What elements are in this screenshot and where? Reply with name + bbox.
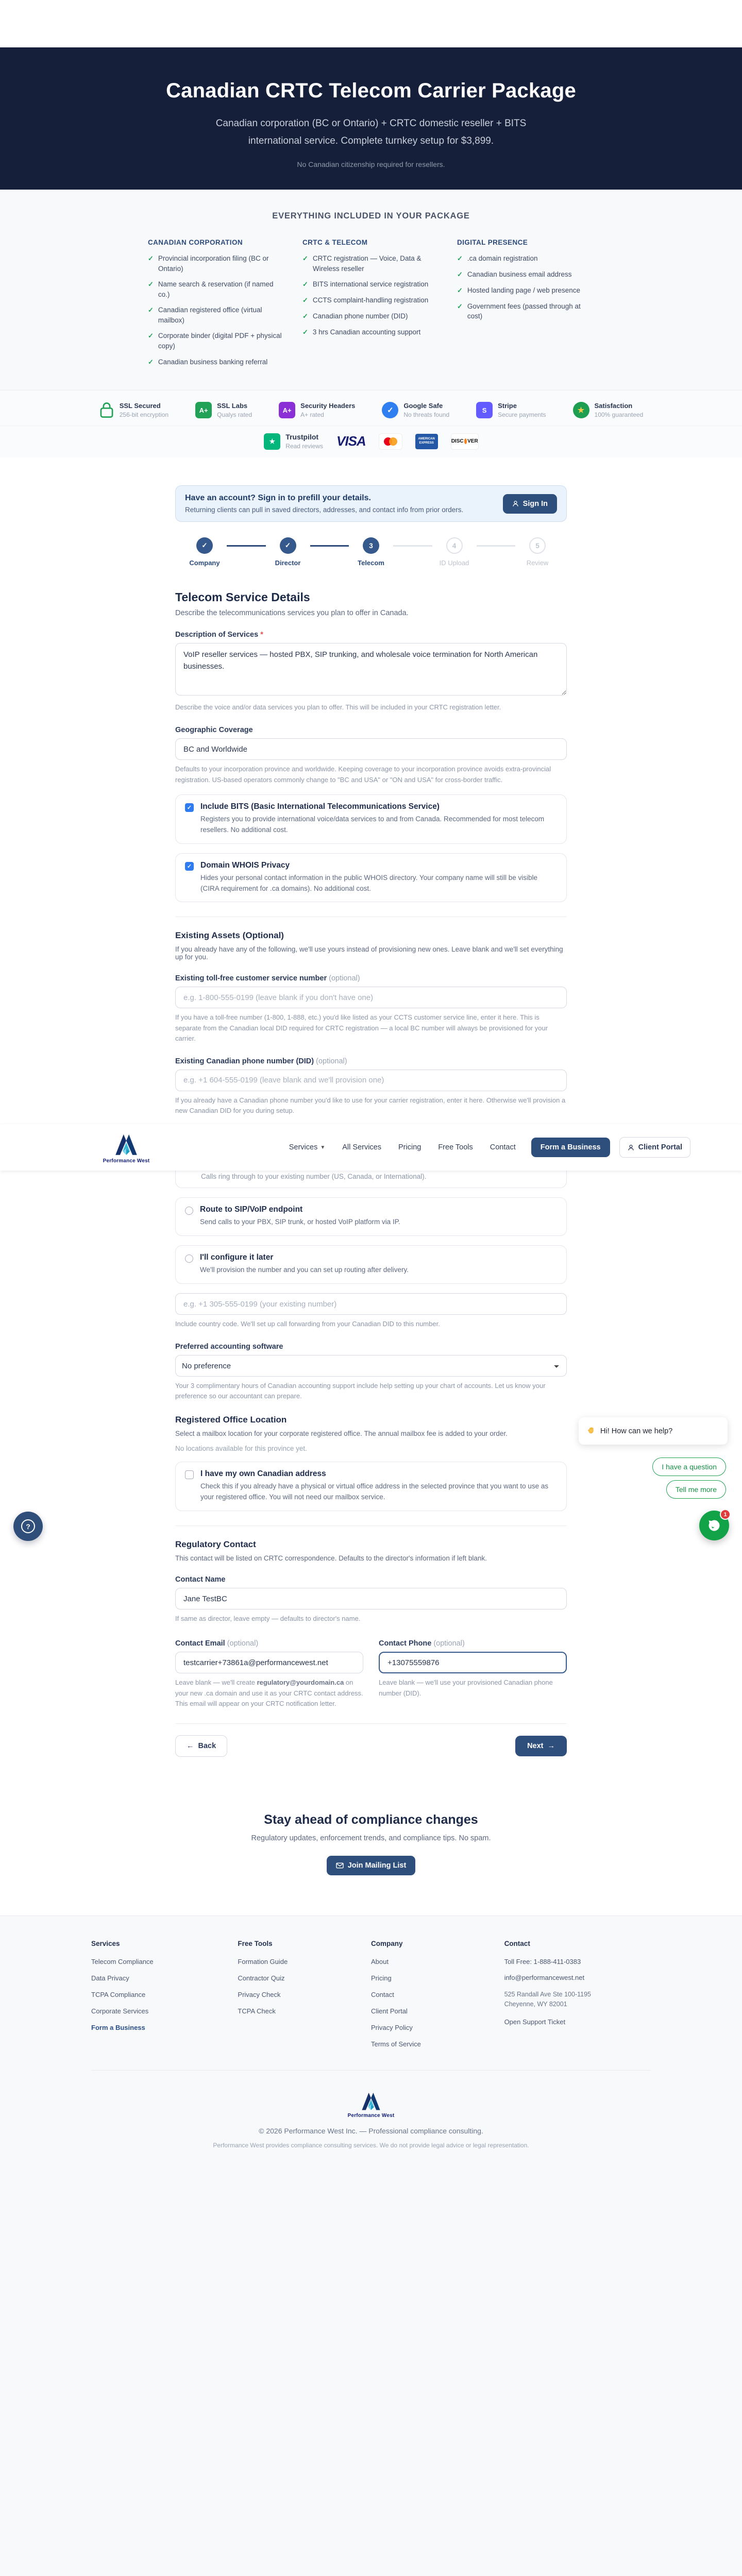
assets-desc: If you already have any of the following, we'll use yours instead of provisioning new ones. Leave blank and we'll set everything up for you.: [175, 945, 563, 961]
step-number: 4: [446, 537, 463, 554]
included-list: [302, 253, 440, 337]
mastercard-logo: [379, 434, 402, 449]
coverage-help: Defaults to your incorporation province and worldwide. Keeping coverage to your incorporation province avoids extra-provincial registration. US-based operators commonly change to "BC and USA" or "ON and USA" for cross-border traffic.: [175, 765, 551, 784]
coverage-label: Geographic Coverage: [175, 726, 253, 735]
contact-phone-input[interactable]: [379, 1652, 567, 1673]
help-button[interactable]: [13, 1512, 43, 1541]
included-item: ✓ Canadian phone number (DID): [302, 311, 440, 321]
visa-logo: VISA: [336, 433, 366, 449]
unread-count-badge: 1: [720, 1509, 731, 1520]
badge-security-headers: A+ Security Headers A+ rated: [279, 402, 355, 418]
included-title: EVERYTHING INCLUDED IN YOUR PACKAGE: [272, 211, 470, 221]
page-title: Canadian CRTC Telecom Carrier Package: [166, 79, 576, 102]
site-navbar: [0, 1124, 742, 1171]
tollfree-help: If you have a toll-free number (1-800, 1-888, etc.) you'd like listed as your CCTS customer service line, enter it here. This is separate from the Canadian local DID required for CRTC registration — a local BC number will always be provisioned for your carrier.: [175, 1013, 548, 1042]
contact-email-label: Contact Email (optional): [175, 1639, 259, 1648]
signin-title: Have an account? Sign in to prefill your details.: [185, 494, 371, 503]
included-item: ✓ Provincial incorporation filing (BC or Ontario): [148, 253, 285, 274]
footer-support-ticket-link[interactable]: Open Support Ticket: [504, 2018, 566, 2026]
contact-phone-label: Contact Phone (optional): [379, 1639, 465, 1648]
footer-link[interactable]: Privacy Check: [238, 1990, 281, 1998]
check-icon: ✓: [302, 255, 308, 262]
tollfree-input[interactable]: [175, 987, 567, 1008]
included-column-corporation: [148, 239, 285, 372]
section-title: Telecom Service Details: [175, 590, 310, 604]
contact-name-input[interactable]: [175, 1588, 567, 1609]
checkbox-checked-icon[interactable]: ✓: [185, 862, 194, 871]
brand-logo[interactable]: Performance West: [96, 1131, 157, 1164]
footer-link[interactable]: Contact: [371, 1990, 394, 1998]
nav-contact[interactable]: Contact: [490, 1143, 516, 1152]
person-icon: [628, 1144, 634, 1151]
check-icon: ✓: [148, 332, 154, 340]
sign-in-button[interactable]: Sign In: [503, 494, 557, 514]
discover-dot-icon: [464, 438, 467, 444]
forward-option-card-clipped[interactable]: Calls ring through to your existing number (US, Canada, or International).: [175, 1171, 567, 1188]
step-company[interactable]: ✓ Company: [182, 537, 227, 567]
radio-icon[interactable]: [185, 1207, 193, 1215]
chat-greeting-bubble[interactable]: Hi! How can we help?: [579, 1417, 728, 1445]
contact-name-label: Contact Name: [175, 1575, 226, 1584]
check-icon: ✓: [148, 255, 154, 262]
discover-logo: DISC VER: [451, 434, 478, 449]
configure-later-radio-card[interactable]: I'll configure it later We'll provision the number and you can set up routing after delivery.: [175, 1245, 567, 1284]
footer-column-contact: Contact Toll Free: 1-888-411-0383 info@performancewest.net 525 Randall Ave Ste 100-1195 Cheyenne, WY 82001 Open Support Ticket: [504, 1940, 651, 2057]
badge-ssl-labs: A+ SSL Labs Qualys rated: [195, 402, 252, 418]
next-button[interactable]: Next →: [515, 1736, 567, 1756]
footer-link[interactable]: Pricing: [371, 1974, 392, 1982]
column-heading: DIGITAL PRESENCE: [457, 239, 528, 246]
step-review[interactable]: 5 Review: [515, 537, 560, 567]
included-item: ✓ Canadian business banking referral: [148, 357, 285, 367]
office-title: Registered Office Location: [175, 1415, 287, 1425]
nav-services[interactable]: Services ▼: [289, 1143, 326, 1152]
included-item: ✓ Corporate binder (digital PDF + physical copy): [148, 331, 285, 351]
included-section: [0, 190, 742, 390]
trust-section: [0, 390, 742, 457]
hero-subtitle: Canadian corporation (BC or Ontario) + CRTC domestic reseller + BITS international service. Complete turnkey setup for $3,899.: [215, 118, 527, 147]
office-empty-state: No locations available for this province yet.: [175, 1445, 307, 1453]
question-mark-icon: ?: [21, 1519, 35, 1533]
tollfree-label: Existing toll-free customer service number (optional): [175, 974, 360, 983]
chat-bubble-icon: [707, 1518, 721, 1533]
waving-hand-icon: [587, 1427, 596, 1435]
check-icon: ✓: [302, 296, 308, 304]
footer-link[interactable]: About: [371, 1957, 389, 1965]
hero-note: No Canadian citizenship required for resellers.: [297, 160, 445, 169]
accounting-help: Your 3 complimentary hours of Canadian accounting support include help setting up your chart of accounts. Let us know your preference so our accountant can prepare.: [175, 1382, 546, 1400]
footer-column-services: Services Telecom Compliance Data Privacy TCPA Compliance Corporate Services Form a Business: [91, 1940, 238, 2057]
checkbox-unchecked-icon[interactable]: [185, 1470, 194, 1479]
included-list: [457, 253, 594, 321]
regulatory-title: Regulatory Contact: [175, 1539, 256, 1550]
included-column-digital: [457, 239, 594, 372]
check-icon: ✓: [148, 306, 154, 314]
footer-link[interactable]: Terms of Service: [371, 2040, 421, 2048]
included-item: ✓ Canadian registered office (virtual mailbox): [148, 305, 285, 325]
footer-tollfree: Toll Free: 1-888-411-0383: [504, 1957, 581, 1965]
own-address-checkbox-card[interactable]: I have my own Canadian address Check this if you already have a physical or virtual office address in the selected province that you want to use as your registered office. You will not need our mailbox service.: [175, 1462, 567, 1511]
office-desc: Select a mailbox location for your corporate registered office. The annual mailbox fee is added to your order.: [175, 1430, 508, 1438]
step-telecom[interactable]: 3 Telecom: [349, 537, 393, 567]
footer-link[interactable]: Contractor Quiz: [238, 1974, 285, 1982]
contact-phone-help: Leave blank — we'll use your provisioned Canadian phone number (DID).: [379, 1679, 553, 1697]
join-mailing-list-button[interactable]: Join Mailing List: [327, 1856, 416, 1875]
footer-link[interactable]: Corporate Services: [91, 2007, 149, 2015]
column-heading: CRTC & TELECOM: [302, 239, 368, 246]
newsletter-subtitle: Regulatory updates, enforcement trends, and compliance tips. No spam.: [251, 1834, 491, 1842]
footer-link[interactable]: Data Privacy: [91, 1974, 129, 1982]
lock-icon: [99, 402, 114, 418]
arrow-right-icon: →: [547, 1741, 555, 1750]
step-indicator: [175, 537, 567, 567]
included-column-telecom: [302, 239, 440, 372]
did-input[interactable]: [175, 1070, 567, 1091]
grade-icon: A+: [195, 402, 212, 418]
newsletter-title: Stay ahead of compliance changes: [264, 1812, 478, 1827]
step-number: 5: [529, 537, 546, 554]
footer-logo: Performance West: [341, 2090, 401, 2119]
chat-quick-reply-question[interactable]: I have a question: [652, 1458, 726, 1476]
assets-title: Existing Assets (Optional): [175, 930, 284, 941]
arrow-left-icon: ←: [187, 1741, 194, 1750]
grade-icon: A+: [279, 402, 295, 418]
footer-link[interactable]: TCPA Check: [238, 2007, 276, 2015]
footer: [0, 1916, 742, 2576]
description-textarea[interactable]: [175, 643, 567, 696]
included-item: ✓ Government fees (passed through at cost): [457, 301, 594, 321]
envelope-icon: [336, 1862, 344, 1869]
sip-radio-card[interactable]: Route to SIP/VoIP endpoint Send calls to your PBX, SIP trunk, or hosted VoIP platform via IP.: [175, 1197, 567, 1236]
performance-west-logo-icon: [360, 2090, 382, 2112]
contact-name-help: If same as director, leave empty — defaults to director's name.: [175, 1615, 361, 1623]
step-director[interactable]: ✓ Director: [266, 537, 310, 567]
stripe-icon: S: [476, 402, 493, 418]
step-number: 3: [363, 537, 379, 554]
bits-checkbox-card[interactable]: ✓ Include BITS (Basic International Telecommunications Service) Registers you to provide international voice/data services to and from Canada. Recommended for most telecom resellers. No additional cost.: [175, 794, 567, 844]
did-label: Existing Canadian phone number (DID) (optional): [175, 1057, 347, 1065]
footer-copyright: © 2026 Performance West Inc. — Professional compliance consulting.: [259, 2126, 483, 2135]
nav-free-tools[interactable]: Free Tools: [438, 1143, 473, 1152]
divider: [175, 1723, 567, 1724]
footer-address: 525 Randall Ave Ste 100-1195 Cheyenne, WY 82001: [504, 1990, 591, 2008]
accounting-select[interactable]: [175, 1355, 567, 1377]
regulatory-desc: This contact will be listed on CRTC correspondence. Defaults to the director's information if left blank.: [175, 1554, 487, 1563]
performance-west-logo-icon: [113, 1131, 140, 1157]
forward-help: Include country code. We'll set up call forwarding from your Canadian DID to this number.: [175, 1320, 440, 1328]
footer-link[interactable]: TCPA Compliance: [91, 1990, 146, 1998]
footer-link[interactable]: Client Portal: [371, 2007, 408, 2015]
trustpilot-badge[interactable]: ★ Trustpilot Read reviews: [264, 433, 323, 450]
column-heading: CANADIAN CORPORATION: [148, 239, 243, 246]
accounting-label: Preferred accounting software: [175, 1343, 283, 1351]
footer-column-company: Company About Pricing Contact Client Portal Privacy Policy Terms of Service: [371, 1940, 504, 2057]
signin-subtitle: Returning clients can pull in saved directors, addresses, and contact info from prior orders.: [185, 506, 464, 514]
newsletter-section: [0, 1757, 742, 1875]
checkbox-checked-icon[interactable]: ✓: [185, 803, 194, 812]
step-check-icon: ✓: [196, 537, 213, 554]
included-item: ✓ CCTS complaint-handling registration: [302, 295, 440, 306]
whois-checkbox-card[interactable]: ✓ Domain WHOIS Privacy Hides your personal contact information in the public WHOIS directory. Your company name will still be visible (CIRA requirement for .ca domains). No additional cost.: [175, 853, 567, 903]
step-id-upload[interactable]: 4 ID Upload: [432, 537, 477, 567]
check-icon: ✓: [457, 302, 463, 310]
footer-column-free-tools: Free Tools Formation Guide Contractor Quiz Privacy Check TCPA Check: [238, 1940, 371, 2057]
footer-link[interactable]: Privacy Policy: [371, 2023, 413, 2031]
check-icon: ✓: [457, 270, 463, 278]
included-list: [148, 253, 285, 367]
footer-email[interactable]: info@performancewest.net: [504, 1973, 585, 1981]
nav-all-services[interactable]: All Services: [342, 1143, 381, 1152]
forward-number-input[interactable]: [175, 1293, 567, 1315]
signin-banner: [175, 485, 567, 522]
included-item: ✓ Hosted landing page / web presence: [457, 285, 594, 296]
shield-check-icon: ✓: [382, 402, 398, 418]
contact-email-input[interactable]: [175, 1652, 363, 1673]
section-subtitle: Describe the telecommunications services you plan to offer in Canada.: [175, 609, 409, 618]
footer-link[interactable]: Formation Guide: [238, 1957, 288, 1965]
back-button[interactable]: ← Back: [175, 1735, 227, 1757]
trustpilot-star-icon: ★: [264, 433, 280, 450]
included-item: ✓ Name search & reservation (if named co.): [148, 279, 285, 299]
included-item: ✓ BITS international service registration: [302, 279, 440, 290]
check-icon: ✓: [302, 328, 308, 336]
check-icon: ✓: [302, 312, 308, 320]
step-check-icon: ✓: [280, 537, 296, 554]
chat-quick-reply-tell-me-more[interactable]: Tell me more: [666, 1480, 726, 1499]
description-label: Description of Services *: [175, 631, 263, 639]
footer-disclaimer: Performance West provides compliance consulting services. We do not provide legal advice or legal representation.: [213, 2141, 529, 2149]
hero-banner: [0, 47, 742, 190]
nav-pricing[interactable]: Pricing: [398, 1143, 421, 1152]
included-item: ✓ .ca domain registration: [457, 253, 594, 264]
chevron-down-icon: ▼: [320, 1144, 326, 1150]
footer-link[interactable]: Form a Business: [91, 2023, 145, 2031]
client-portal-button[interactable]: Client Portal: [619, 1137, 690, 1158]
page: [0, 47, 742, 2149]
check-icon: ✓: [457, 255, 463, 262]
chat-launcher-button[interactable]: [699, 1511, 729, 1540]
radio-icon[interactable]: [185, 1255, 193, 1263]
included-item: ✓ 3 hrs Canadian accounting support: [302, 327, 440, 337]
check-icon: ✓: [302, 280, 308, 289]
check-icon: ✓: [148, 358, 154, 366]
coverage-input[interactable]: [175, 738, 567, 760]
check-icon: ✓: [148, 280, 154, 289]
included-item: ✓ CRTC registration — Voice, Data & Wireless reseller: [302, 253, 440, 274]
included-item: ✓ Canadian business email address: [457, 269, 594, 280]
check-icon: ✓: [457, 286, 463, 294]
badge-stripe: S Stripe Secure payments: [476, 402, 546, 418]
badge-google-safe: ✓ Google Safe No threats found: [382, 402, 449, 418]
badge-satisfaction: ★ Satisfaction 100% guaranteed: [573, 402, 644, 418]
description-help: Describe the voice and/or data services you plan to offer. This will be included in your CRTC registration letter.: [175, 703, 501, 711]
did-help: If you already have a Canadian phone number you'd like to use for your carrier registration, enter it here. Otherwise we'll provision a new Canadian DID for you during setup.: [175, 1096, 566, 1115]
amex-logo: AMERICAN EXPRESS: [415, 434, 438, 449]
person-icon: [512, 500, 519, 507]
badge-ssl-secured: SSL Secured 256-bit encryption: [99, 402, 168, 418]
footer-link[interactable]: Telecom Compliance: [91, 1957, 154, 1965]
form-a-business-button[interactable]: Form a Business: [531, 1138, 610, 1157]
contact-email-help: Leave blank — we'll create regulatory@yourdomain.ca on your new .ca domain and use it as your CRTC contact address. This email will appear on your CRTC notification letter.: [175, 1679, 363, 1707]
star-icon: ★: [573, 402, 589, 418]
